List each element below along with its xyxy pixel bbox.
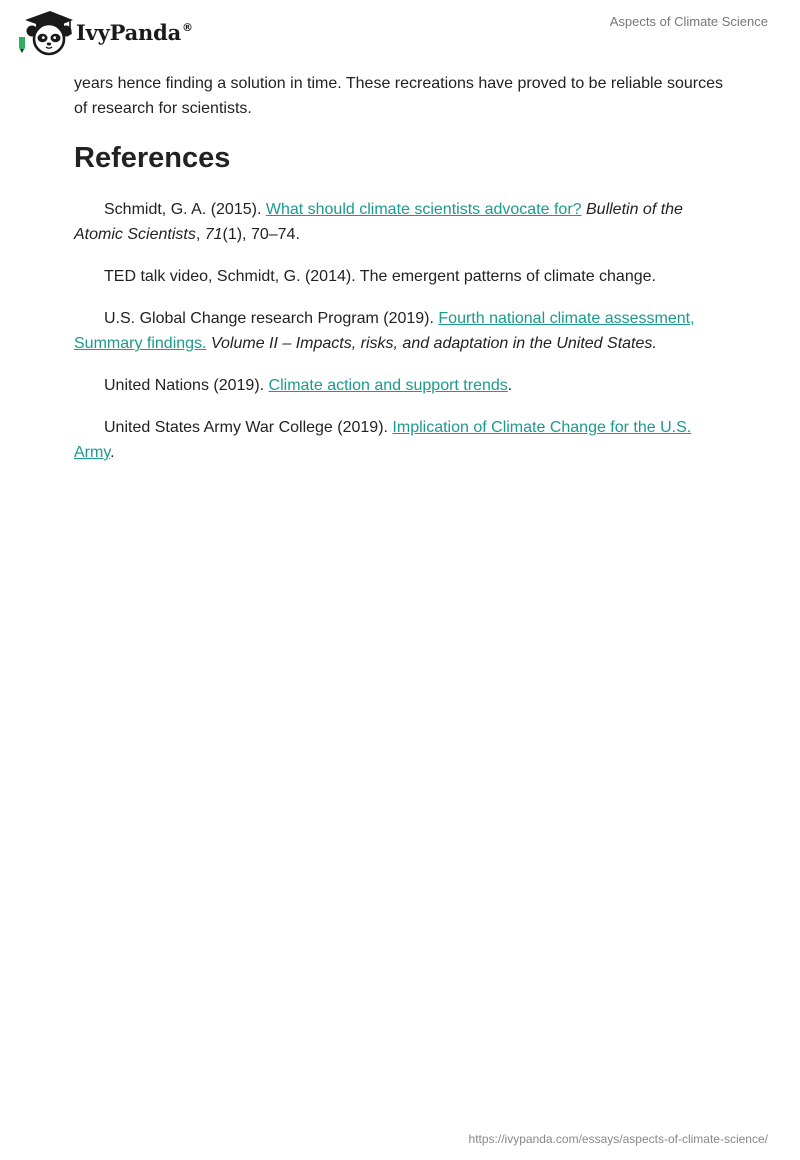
registered-mark: ® <box>182 20 193 34</box>
panda-logo-icon <box>16 8 74 56</box>
reference-text: TED talk video, Schmidt, G. (2014). The emergent patterns of climate change. <box>104 268 656 285</box>
reference-item <box>74 415 730 465</box>
reference-link[interactable]: Climate action and support trends <box>268 377 508 394</box>
reference-link[interactable]: What should climate scientists advocate for? <box>265 201 582 218</box>
report-title: Volume II – Impacts, risks, and adaptation in the United States. <box>210 335 657 352</box>
reference-item <box>74 197 730 247</box>
reference-text: , <box>195 226 205 243</box>
reference-text: United Nations (2019). <box>104 377 269 394</box>
document-body <box>74 71 730 482</box>
intro-paragraph: years hence finding a solution in time. These recreations have proved to be reliable sources of research for scientists. <box>74 75 723 117</box>
reference-text: United States Army War College (2019). <box>104 419 393 436</box>
references-heading: References <box>74 142 231 174</box>
logo[interactable] <box>16 8 193 56</box>
reference-text: U.S. Global Change research Program (2019). <box>104 310 439 327</box>
reference-item <box>74 306 730 356</box>
reference-link[interactable]: Fourth national climate assessment, Summary findings. <box>74 310 695 352</box>
page-header <box>0 0 800 60</box>
reference-text: (1), 70–74. <box>222 226 300 243</box>
footer-url[interactable]: https://ivypanda.com/essays/aspects-of-climate-science/ <box>468 1132 768 1146</box>
reference-item <box>74 264 730 289</box>
volume-number: 71 <box>204 226 223 243</box>
reference-text: . <box>110 444 115 461</box>
journal-title: Bulletin of the Atomic Scientists <box>74 201 683 243</box>
logo-text <box>76 20 193 45</box>
document-title: Aspects of Climate Science <box>609 14 768 29</box>
reference-text: Schmidt, G. A. (2015). <box>104 201 266 218</box>
reference-item <box>74 373 730 398</box>
reference-text: . <box>507 377 513 394</box>
logo-name: IvyPanda <box>76 19 182 45</box>
reference-link[interactable]: Implication of Climate Change for the U.S. Army <box>74 419 692 461</box>
